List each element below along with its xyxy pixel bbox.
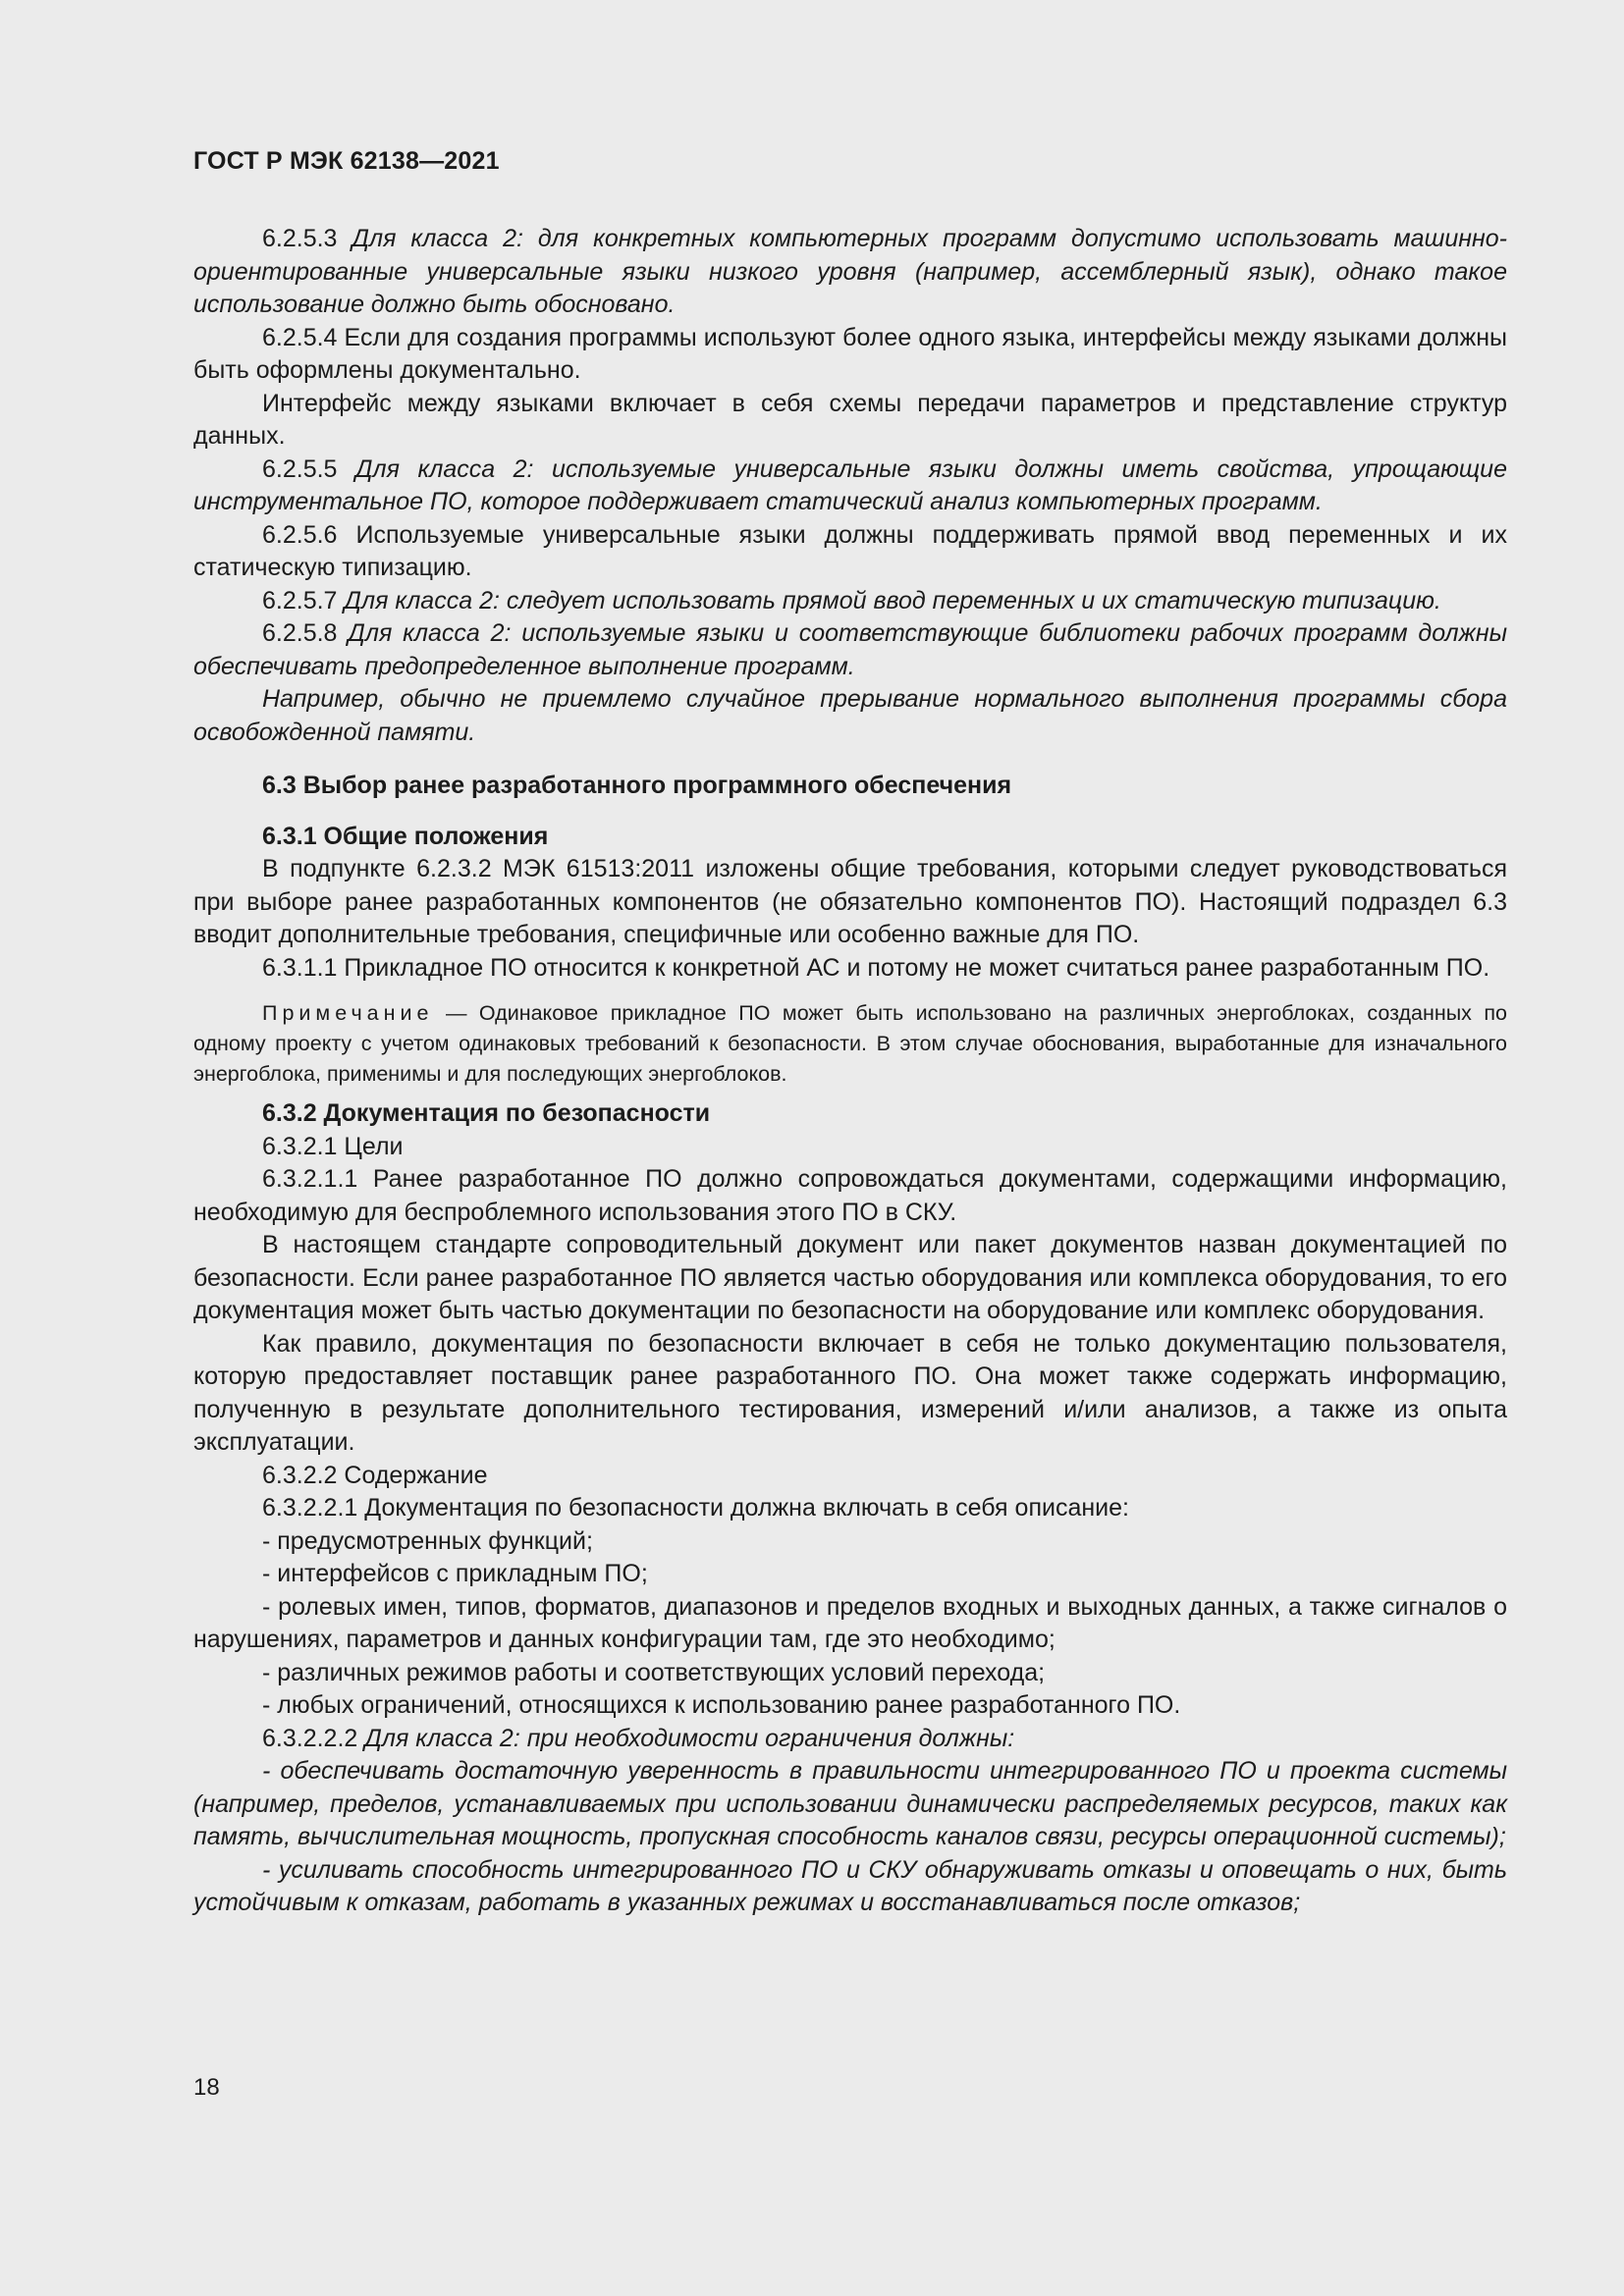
paragraph-6-3-2-2-1 (193, 1492, 1507, 1525)
page-number: 18 (193, 2074, 220, 2101)
paragraph-text: В подпункте 6.2.3.2 МЭК 61513:2011 изложены общие требования, которыми следует руководствоваться при выборе ранее разработанных компонентов (не обязательно компонентов ПО). Настоящий подраздел 6.3 вводит дополнительные требования, специфичные или особенно важные для ПО. (193, 855, 1507, 948)
paragraph-text: Для класса 2: для конкретных компьютерных программ допустимо использовать машинно-ориентированные универсальные языки низкого уровня (например, ассемблерный язык), однако такое использование должно быть обосновано. (193, 225, 1507, 318)
paragraph-text: Документация по безопасности должна включать в себя описание: (364, 1494, 1129, 1522)
clause-number: 6.3.2.2 (262, 1461, 338, 1489)
paragraph-text: В настоящем стандарте сопроводительный документ или пакет документов назван документацией по безопасности. Если ранее разработанное ПО является частью оборудования или комплекса оборудования, то его документация может быть частью документации по безопасности на оборудование или комплекс оборудования. (193, 1231, 1507, 1324)
document-header: ГОСТ Р МЭК 62138—2021 (193, 147, 500, 175)
paragraph-6-3-2-2-2 (193, 1723, 1507, 1756)
list-item: - усиливать способность интегрированного ПО и СКУ обнаруживать отказы и оповещать о них, быть устойчивым к отказам, работать в указанных режимах и восстанавливаться после отказов; (193, 1855, 1507, 1916)
section-heading-6-3-2: 6.3.2 Документация по безопасности (262, 1099, 711, 1127)
paragraph-text: Если для создания программы используют более одного языка, интерфейсы между языками должны быть оформлены документально. (193, 323, 1507, 384)
note-text: — Одинаковое прикладное ПО может быть использовано на различных энергоблоках, созданных по одному проекту с учетом одинаковых требований к безопасности. В этом случае обоснования, выработанные для изначального энергоблока, применимы и для последующих энергоблоков. (193, 1001, 1508, 1086)
paragraph-6-2-5-6 (193, 519, 1507, 585)
clause-number: 6.2.5.7 (262, 586, 338, 614)
clause-number: 6.2.5.8 (262, 619, 338, 647)
paragraph-text: Цели (344, 1132, 404, 1160)
paragraph-6-3-1-1 (193, 952, 1507, 986)
clause-number: 6.2.5.5 (262, 454, 338, 483)
paragraph-text: Ранее разработанное ПО должно сопровождаться документами, содержащими информацию, необходимую для беспроблемного использования этого ПО в СКУ. (193, 1165, 1507, 1226)
list-item: - различных режимов работы и соответствующих условий перехода; (262, 1658, 1046, 1686)
list-item: - предусмотренных функций; (262, 1526, 593, 1555)
paragraph-6-2-5-8 (193, 617, 1507, 683)
clause-number: 6.2.5.4 (262, 323, 338, 351)
paragraph-6-2-5-7 (193, 585, 1507, 618)
paragraph-6-3-2-1 (193, 1131, 1507, 1164)
paragraph-6-2-5-3 (193, 223, 1507, 322)
clause-number: 6.2.5.3 (262, 225, 338, 252)
paragraph-text: Для класса 2: используемые языки и соответствующие библиотеки рабочих программ должны обеспечивать предопределенное выполнение программ. (193, 619, 1507, 680)
list-item: - любых ограничений, относящихся к использованию ранее разработанного ПО. (262, 1691, 1181, 1719)
paragraph-text: Для класса 2: следует использовать прямой ввод переменных и их статическую типизацию. (344, 586, 1441, 614)
paragraph-text: Интерфейс между языками включает в себя схемы передачи параметров и представление структур данных. (193, 389, 1507, 450)
clause-number: 6.3.1.1 (262, 953, 338, 982)
list-item: - интерфейсов с прикладным ПО; (262, 1560, 648, 1587)
document-body (193, 223, 1507, 1920)
example-paragraph: Например, обычно не приемлемо случайное прерывание нормального выполнения программы сбора освобожденной памяти. (193, 685, 1507, 746)
note-label: Примечание (262, 1001, 434, 1025)
paragraph-6-2-5-5 (193, 454, 1507, 519)
paragraph-6-3-2-2 (193, 1460, 1507, 1493)
section-heading-6-3-1: 6.3.1 Общие положения (262, 822, 549, 850)
list-item: - ролевых имен, типов, форматов, диапазонов и пределов входных и выходных данных, а также сигналов о нарушениях, параметров и данных конфигурации там, где это необходимо; (193, 1592, 1507, 1653)
paragraph-text: Используемые универсальные языки должны поддерживать прямой ввод переменных и их статическую типизацию. (193, 520, 1507, 581)
paragraph-6-3-2-1-1 (193, 1163, 1507, 1229)
clause-number: 6.3.2.1.1 (262, 1165, 358, 1193)
paragraph-text: Для класса 2: при необходимости ограничения должны: (364, 1724, 1015, 1752)
section-heading-6-3: 6.3 Выбор ранее разработанного программного обеспечения (262, 772, 1012, 799)
paragraph-text: Как правило, документация по безопасности включает в себя не только документацию пользователя, которую предоставляет поставщик ранее разработанного ПО. Она может также содержать информацию, полученную в результате дополнительного тестирования, измерений и/или анализов, а также из опыта эксплуатации. (193, 1329, 1507, 1456)
paragraph-text: Содержание (344, 1461, 488, 1489)
clause-number: 6.3.2.2.2 (262, 1724, 358, 1752)
list-item: - обеспечивать достаточную уверенность в правильности интегрированного ПО и проекта системы (например, пределов, устанавливаемых при использовании динамически распределяемых ресурсов, таких как память, вычислительная мощность, пропускная способность каналов связи, ресурсы операционной системы); (193, 1757, 1507, 1850)
paragraph-text: Прикладное ПО относится к конкретной АС и потому не может считаться ранее разработанным ПО. (344, 953, 1490, 982)
paragraph-text: Для класса 2: используемые универсальные языки должны иметь свойства, упрощающие инструментальное ПО, которое поддерживает статический анализ компьютерных программ. (193, 454, 1507, 515)
note (193, 998, 1507, 1090)
clause-number: 6.3.2.1 (262, 1132, 338, 1160)
clause-number: 6.2.5.6 (262, 520, 338, 549)
paragraph-6-2-5-4 (193, 322, 1507, 388)
clause-number: 6.3.2.2.1 (262, 1494, 358, 1522)
